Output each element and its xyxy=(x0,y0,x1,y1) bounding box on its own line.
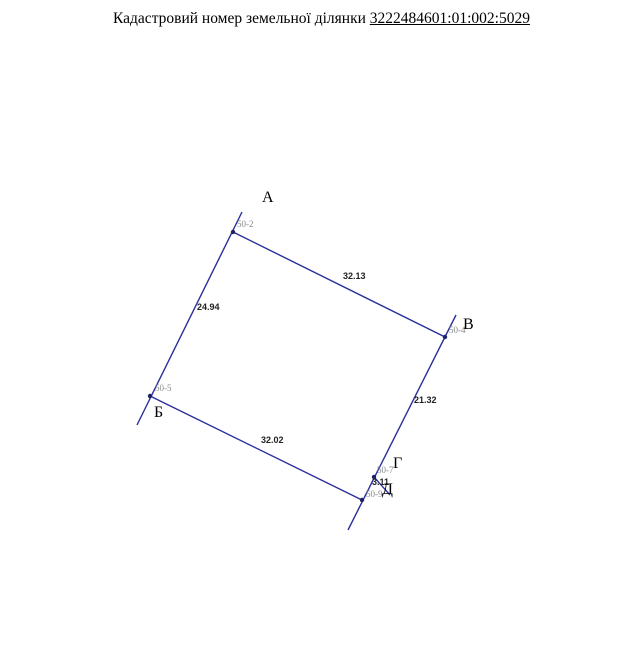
code-b: 50-5 xyxy=(155,383,172,393)
length-a-b: 24.94 xyxy=(197,302,220,312)
letter-v: В xyxy=(463,316,474,333)
letter-d: Д xyxy=(382,481,393,498)
length-a-v: 32.13 xyxy=(343,271,366,281)
length-v-g: 21.32 xyxy=(414,395,437,405)
vertex-b xyxy=(148,394,152,398)
letter-a: А xyxy=(262,189,274,206)
code-a: 50-2 xyxy=(237,219,254,229)
vertex-d xyxy=(360,498,364,502)
cadastral-label: Кадастровий номер земельної ділянки xyxy=(113,10,366,27)
length-g-d: 3.11 xyxy=(372,477,390,487)
letter-g: Г xyxy=(393,455,403,472)
vertex-v xyxy=(443,335,447,339)
code-d: 50-9 xyxy=(366,489,383,499)
boundary-line-a-v xyxy=(233,232,445,337)
code-v: 50-4 xyxy=(449,325,466,335)
boundary-line-b-d xyxy=(150,396,362,500)
boundary-line-v-d xyxy=(348,315,456,530)
letter-b: Б xyxy=(154,404,164,421)
code-g: 50-7 xyxy=(377,465,394,475)
cadastral-number: 3222484601:01:002:5029 xyxy=(369,10,530,27)
length-b-d: 32.02 xyxy=(261,435,284,445)
boundary-line-a-b xyxy=(137,212,242,425)
vertex-a xyxy=(231,230,235,234)
